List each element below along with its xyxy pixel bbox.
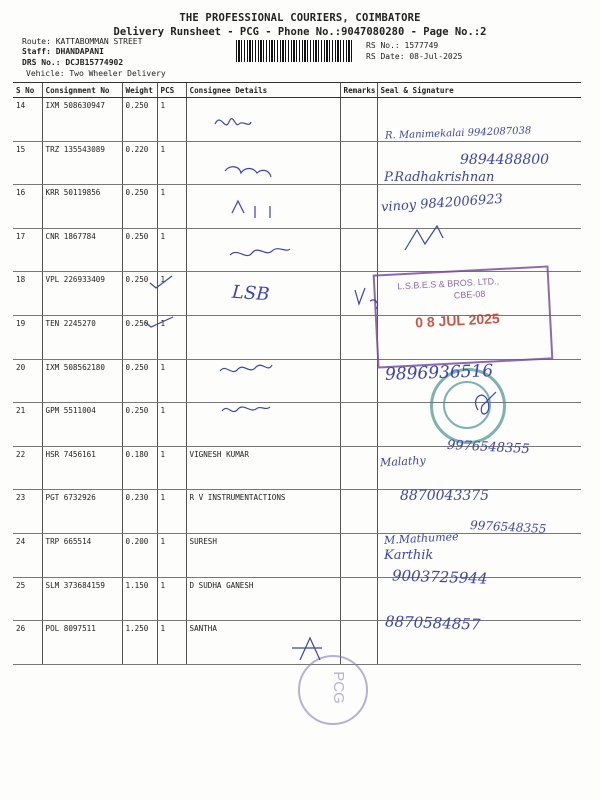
serial-cell: 22: [13, 446, 42, 490]
handwritten-note: 9003725944: [391, 566, 488, 588]
company-title: THE PROFESSIONAL COURIERS, COIMBATORE: [179, 12, 421, 24]
weight-cell: 0.250: [122, 403, 157, 447]
serial-cell: 16: [13, 185, 42, 229]
column-header: S No: [13, 83, 42, 98]
pcs-cell: 1: [157, 446, 186, 490]
serial-cell: 17: [13, 228, 42, 272]
consignment-cell: IXM 508630947: [42, 98, 122, 142]
handwritten-note: 9976548355: [469, 518, 547, 536]
scribble: [230, 249, 290, 256]
column-header: PCS: [157, 83, 186, 98]
consignment-cell: VPL 226933409: [42, 272, 122, 316]
handwritten-note: M.Mathumee: [383, 530, 459, 547]
column-header: Weight: [122, 83, 157, 98]
serial-cell: 19: [13, 315, 42, 359]
weight-cell: 0.200: [122, 533, 157, 577]
consignment-cell: PGT 6732926: [42, 490, 122, 534]
weight-cell: 1.250: [122, 621, 157, 665]
pcs-cell: 1: [157, 621, 186, 665]
serial-cell: 15: [13, 141, 42, 185]
pcs-cell: 1: [157, 228, 186, 272]
consignment-cell: CNR 1867784: [42, 228, 122, 272]
serial-cell: 14: [13, 98, 42, 142]
consignee-cell: R V INSTRUMENTACTIONS: [186, 490, 340, 534]
handwritten-note: 8870043375: [400, 488, 490, 504]
consignment-cell: KRR 50119856: [42, 185, 122, 229]
vehicle-label: Vehicle: Two Wheeler Delivery: [26, 69, 166, 78]
handwritten-note: 9894488800: [460, 152, 550, 168]
tick-mark: [145, 317, 173, 327]
weight-cell: 0.230: [122, 490, 157, 534]
column-header: Consignee Details: [186, 83, 340, 98]
consignment-cell: SLM 373684159: [42, 577, 122, 621]
consignment-cell: TRP 665514: [42, 533, 122, 577]
stamp-company: L.S.B.E.S & BROS. LTD.,: [397, 276, 500, 292]
drs-number: DRS No.: DCJB15774902: [22, 58, 124, 67]
serial-cell: 26: [13, 621, 42, 665]
pcs-cell: 1: [157, 490, 186, 534]
weight-cell: 0.250: [122, 359, 157, 403]
serial-cell: 21: [13, 403, 42, 447]
runsheet-subtitle: Delivery Runsheet - PCG - Phone No.:9047080280 - Page No.:2: [113, 26, 487, 38]
handwritten-note: Karthik: [384, 548, 434, 563]
rs-date: RS Date: 08-Jul-2025: [366, 52, 463, 61]
serial-cell: 23: [13, 490, 42, 534]
consignment-cell: POL 8097511: [42, 621, 122, 665]
weight-cell: 0.250: [122, 228, 157, 272]
consignment-cell: TEN 2245270: [42, 315, 122, 359]
consignment-cell: GPM 5511004: [42, 403, 122, 447]
column-header: Remarks: [340, 83, 377, 98]
handwritten-note: LSB: [231, 281, 271, 306]
handwritten-note: R. Manimekalai 9942087038: [384, 125, 532, 142]
handwritten-note: 8870584857: [384, 612, 481, 634]
scribble: [225, 167, 271, 177]
weight-cell: 0.250: [122, 98, 157, 142]
pcs-cell: 1: [157, 403, 186, 447]
scribble: [222, 407, 270, 412]
consignee-cell: SURESH: [186, 533, 340, 577]
scribble: [215, 119, 251, 125]
pcs-cell: 1: [157, 98, 186, 142]
weight-cell: 0.250: [122, 315, 157, 359]
consignment-cell: HSR 7456161: [42, 446, 122, 490]
serial-cell: 20: [13, 359, 42, 403]
handwritten-note: vinoy 9842006923: [380, 191, 504, 216]
pcg-seal-text: PCG: [329, 671, 347, 704]
serial-cell: 25: [13, 577, 42, 621]
consignee-cell: SANTHA: [186, 621, 340, 665]
pcs-cell: 1: [157, 185, 186, 229]
handwritten-note: P.Radhakrishnan: [384, 170, 495, 185]
weight-cell: 0.250: [122, 272, 157, 316]
weight-cell: 0.220: [122, 141, 157, 185]
weight-cell: 1.150: [122, 577, 157, 621]
column-header: Consignment No: [42, 83, 122, 98]
scribble: [355, 288, 378, 309]
tick-mark: [150, 276, 172, 288]
serial-cell: 18: [13, 272, 42, 316]
scribble: [232, 201, 270, 218]
stamp-date: 0 8 JUL 2025: [414, 310, 501, 331]
consignee-cell: D SUDHA GANESH: [186, 577, 340, 621]
signature-mark: [405, 226, 443, 250]
scribble: [220, 365, 272, 372]
column-header: Seal & Signature: [377, 83, 581, 98]
staff-label: Staff: DHANDAPANI: [22, 47, 104, 56]
rs-number: RS No.: 1577749: [366, 41, 439, 50]
weight-cell: 0.250: [122, 185, 157, 229]
weight-cell: 0.180: [122, 446, 157, 490]
pcs-cell: 1: [157, 141, 186, 185]
pcs-cell: 1: [157, 272, 186, 316]
serial-cell: 24: [13, 533, 42, 577]
pcs-cell: 1: [157, 315, 186, 359]
handwritten-note: Malathy: [379, 453, 426, 470]
consignment-cell: TRZ 135543089: [42, 141, 122, 185]
consignment-cell: IXM 508562180: [42, 359, 122, 403]
pen-stroke: [292, 638, 322, 660]
handwritten-note: 9896936516: [384, 361, 494, 385]
handwritten-note: 9976548355: [446, 437, 531, 458]
signature-mark: [476, 392, 496, 414]
consignee-cell: VIGNESH KUMAR: [186, 446, 340, 490]
pcs-cell: 1: [157, 577, 186, 621]
pcs-cell: 1: [157, 359, 186, 403]
pcs-cell: 1: [157, 533, 186, 577]
route-label: Route: KATTABOMMAN STREET: [22, 37, 143, 46]
stamp-branch: CBE-08: [453, 288, 486, 301]
